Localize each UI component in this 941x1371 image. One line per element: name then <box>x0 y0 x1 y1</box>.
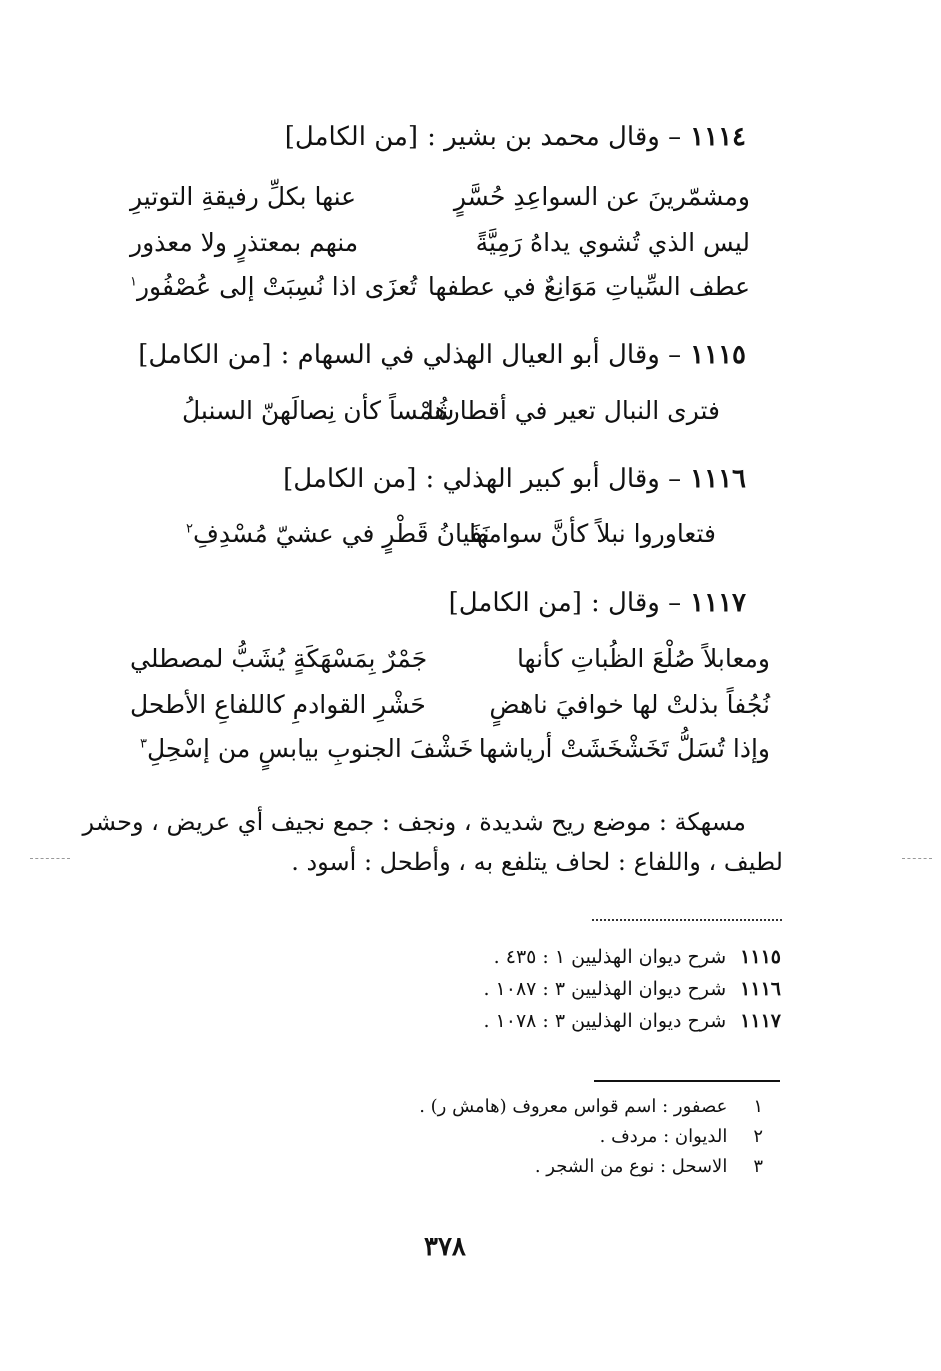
margin-mark <box>30 858 70 859</box>
verse-second-hemistich: شُمْساً كأن نِصالَهنّ السنبلُ <box>182 396 455 425</box>
verse-second-hemistich: تُعزَى اذا نُسِبَتْ إلى عُصْفُور$^١$ <box>130 272 418 301</box>
footnote <box>600 1126 763 1147</box>
verse <box>186 519 716 553</box>
verse-first-hemistich: ومشمّرينَ عن السواعِدِ حُسَّرٍ <box>453 182 750 211</box>
footnote-text: الاسحل : نوع من الشجر . <box>534 1156 728 1177</box>
source-text: شرح ديوان الهذليين ١ : ٤٣٥ . <box>493 946 727 968</box>
verse <box>130 272 750 306</box>
verse-second-hemistich: حَشْرِ القوادمِ كاللفاعِ الأطحل <box>130 690 426 719</box>
footnote <box>419 1096 763 1117</box>
gloss-line: مسهكة : موضع ريح شديدة ، ونجف : جمع نجيف أي عريض ، وحشر <box>82 808 746 836</box>
entry-intro: وقال محمد بن بشير : <box>427 122 660 152</box>
verse-first-hemistich: فترى النبال تعير في أقطارها <box>426 396 720 425</box>
entry-heading: ١١١٦ – وقال أبو كبير الهذلي : [من الكامل] <box>283 464 746 494</box>
verse-second-hemistich: منهم بمعتذرٍ ولا معذور <box>130 228 359 257</box>
entry-number: ١١١٤ <box>690 122 746 152</box>
source-entry-number: ١١١٥ <box>740 946 781 968</box>
entry-number: ١١١٦ <box>690 464 746 494</box>
entry-intro: وقال أبو العيال الهذلي في السهام : <box>280 340 660 370</box>
verse <box>130 228 750 262</box>
verse <box>130 690 770 724</box>
page-number: ٣٧٨ <box>424 1232 466 1262</box>
meter-label: [من الكامل] <box>283 464 417 494</box>
verse <box>182 396 720 430</box>
meter-label: [من الكامل] <box>448 588 582 618</box>
verse-first-hemistich: نُجُفاً بذلتْ لها خوافيَ ناهضٍ <box>489 690 770 719</box>
source-text: شرح ديوان الهذليين ٣ : ١٠٨٧ . <box>483 978 727 1000</box>
footnote-divider <box>594 1080 780 1082</box>
footnote-marker: ٣ <box>140 736 147 752</box>
meter-label: [من الكامل] <box>138 340 272 370</box>
verse <box>130 182 750 216</box>
entry-heading: ١١١٤ – وقال محمد بن بشير : [من الكامل] <box>284 122 746 152</box>
footnote-number: ٣ <box>753 1156 763 1177</box>
footnote-marker: ١ <box>130 274 137 290</box>
source-entry-number: ١١١٦ <box>740 978 781 1000</box>
verse <box>140 734 770 768</box>
gloss-line: لطيف ، واللفاع : لحاف يتلفع به ، وأطحل : أسود . <box>291 848 783 876</box>
source-reference <box>494 946 781 968</box>
entry-heading: ١١١٧ – وقال : [من الكامل] <box>448 588 746 618</box>
margin-mark <box>902 858 932 859</box>
verse <box>130 644 770 678</box>
footnote-text: الديوان : مردف . <box>599 1126 728 1147</box>
entry-number: ١١١٥ <box>690 340 746 370</box>
verse-second-hemistich: عنها بكلِّ رفيقةِ التوتيرِ <box>130 182 357 211</box>
meter-label: [من الكامل] <box>284 122 419 152</box>
footnote <box>535 1156 763 1177</box>
entry-intro: وقال أبو كبير الهذلي : <box>425 464 660 494</box>
footnote-text: عصفور : اسم قواس معروف (هامش ر) . <box>419 1096 728 1117</box>
source-text: شرح ديوان الهذليين ٣ : ١٠٧٨ . <box>483 1010 727 1032</box>
footnote-marker: ٢ <box>186 521 193 537</box>
footnote-number: ١ <box>753 1096 763 1117</box>
entry-heading: ١١١٥ – وقال أبو العيال الهذلي في السهام : [من الكامل] <box>138 340 746 370</box>
dotted-divider <box>592 919 782 921</box>
verse-first-hemistich: فتعاوروا نبلاً كأنَّ سوامها <box>469 519 716 548</box>
verse-second-hemistich: نَفَيانُ قَطْرٍ في عشيّ مُسْدِفِ$^٢$ <box>186 519 490 548</box>
verse-second-hemistich: جَمْرٌ بِمَسْهَكَةٍ يُشَبُّ لمصطلي <box>130 644 428 673</box>
footnote-number: ٢ <box>753 1126 763 1147</box>
source-reference <box>483 1010 781 1032</box>
verse-first-hemistich: وإذا تُسَلُّ تَخَشْخَشَتْ أرياشها <box>478 734 770 763</box>
source-reference <box>483 978 781 1000</box>
verse-second-hemistich: خَشْفَ الجنوبِ بيابسٍ من إسْحِلِ$^٣$ <box>140 734 474 763</box>
source-entry-number: ١١١٧ <box>740 1010 781 1032</box>
verse-first-hemistich: عطف السِّياتِ مَوَانِعٌ في عطفها <box>427 272 750 301</box>
verse-first-hemistich: ومعابلاً صُلْعَ الظُباتِ كأنها <box>516 644 770 673</box>
entry-intro: وقال : <box>590 588 660 618</box>
entry-number: ١١١٧ <box>690 588 746 618</box>
verse-first-hemistich: ليس الذي تُشوي يداهُ رَمِيَّةً <box>475 228 750 257</box>
